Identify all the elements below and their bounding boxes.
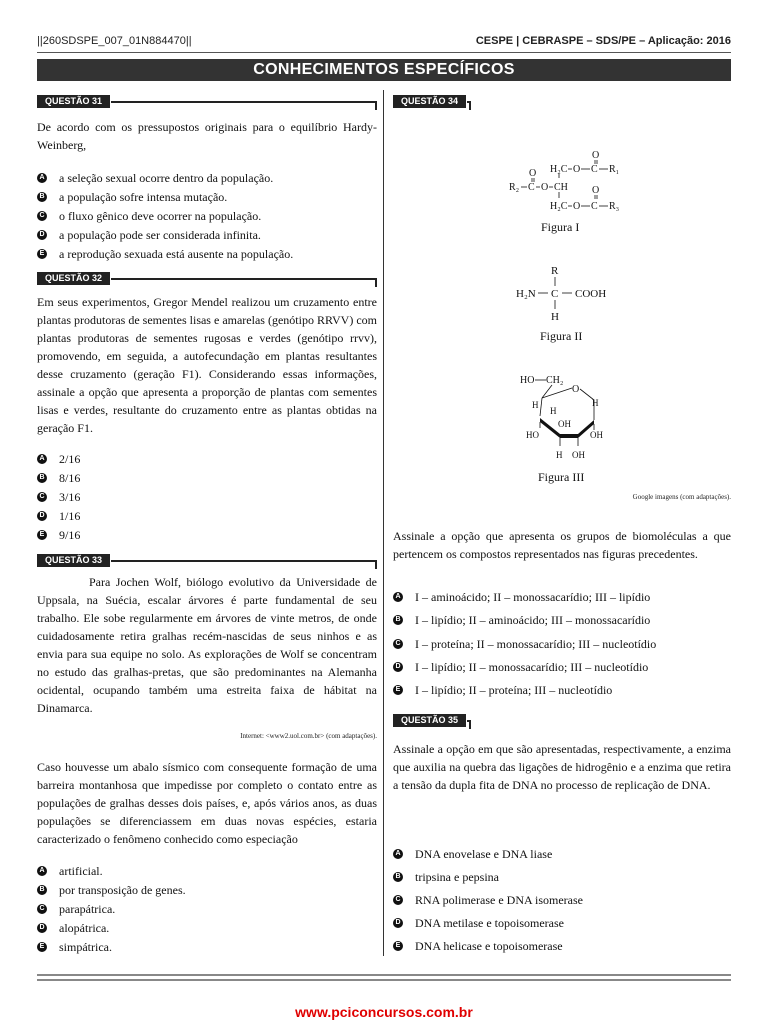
label-rule-end — [375, 101, 377, 110]
option-letter-badge: D — [393, 662, 403, 672]
atom-label: R₁ — [609, 164, 620, 175]
figure-1-structure — [505, 148, 630, 216]
atom-label: CH — [554, 182, 568, 193]
question-33-option-b[interactable] — [37, 882, 186, 898]
question-34-option-e[interactable] — [393, 682, 612, 698]
atom-label: O — [572, 384, 580, 395]
option-letter-badge: A — [393, 849, 403, 859]
option-letter-badge: C — [393, 639, 403, 649]
question-32-option-a[interactable] — [37, 451, 80, 467]
option-letter-badge: A — [37, 173, 47, 183]
option-text: I – lipídio; II – proteína; III – nucleotídio — [415, 683, 613, 697]
question-number: QUESTÃO 35 — [393, 714, 466, 727]
passage-source: Internet: <www2.uol.com.br> (com adaptações). — [240, 732, 377, 740]
question-33-option-a[interactable] — [37, 863, 103, 879]
atom-label: O — [573, 201, 581, 212]
figure-1-caption: Figura I — [541, 220, 580, 234]
question-33-option-e[interactable] — [37, 939, 112, 955]
question-35-option-a[interactable] — [393, 846, 552, 862]
label-rule — [111, 101, 377, 103]
question-31-label — [37, 95, 377, 108]
option-letter-badge: E — [393, 685, 403, 695]
atom-label: C — [591, 164, 598, 175]
atom-label: R₃ — [609, 201, 620, 212]
question-31-stem: De acordo com os pressupostos originais para o equilíbrio Hardy-Weinberg, — [37, 120, 377, 152]
option-letter-badge: B — [37, 473, 47, 483]
option-text: 1/16 — [59, 509, 81, 523]
option-text: 8/16 — [59, 471, 81, 485]
option-letter-badge: D — [37, 230, 47, 240]
question-number: QUESTÃO 31 — [37, 95, 110, 108]
option-text: artificial. — [59, 864, 103, 878]
atom-label: C — [528, 182, 535, 193]
option-text: a seleção sexual ocorre dentro da população. — [59, 171, 274, 185]
option-text: alopátrica. — [59, 921, 110, 935]
question-35-label — [393, 714, 731, 727]
question-32-option-d[interactable] — [37, 508, 80, 524]
option-letter-badge: C — [37, 904, 47, 914]
option-text: RNA polimerase e DNA isomerase — [415, 893, 583, 907]
option-text: I – lipídio; II – monossacarídio; III – nucleotídio — [415, 660, 649, 674]
atom-label: COOH — [575, 288, 607, 300]
option-text: DNA metilase e topoisomerase — [415, 916, 564, 930]
atom-label: H₂C — [550, 164, 568, 175]
atom-label: O — [529, 168, 537, 179]
question-31-option-e[interactable] — [37, 246, 293, 262]
option-text: DNA enovelase e DNA liase — [415, 847, 553, 861]
option-text: 3/16 — [59, 490, 81, 504]
atom-label: H — [550, 406, 557, 416]
exam-title: CESPE | CEBRASPE – SDS/PE – Aplicação: 2016 — [475, 35, 731, 47]
atom-label: H — [551, 311, 559, 323]
figure-2-caption: Figura II — [540, 329, 583, 343]
section-banner: CONHECIMENTOS ESPECÍFICOS — [37, 59, 731, 81]
figure-3-structure — [510, 370, 610, 462]
atom-label: CH₂ — [546, 375, 564, 386]
atom-label: OH — [572, 450, 585, 460]
question-35-option-b[interactable] — [393, 869, 499, 885]
label-rule — [111, 278, 377, 280]
question-31-option-a[interactable] — [37, 170, 273, 186]
question-33-option-d[interactable] — [37, 920, 109, 936]
document-code: ||260SDSPE_007_01N884470|| — [37, 35, 192, 47]
option-letter-badge: E — [393, 941, 403, 951]
website-link[interactable]: www.pciconcursos.com.br — [295, 1004, 473, 1020]
question-35-option-d[interactable] — [393, 915, 564, 931]
option-letter-badge: E — [37, 249, 47, 259]
option-letter-badge: E — [37, 942, 47, 952]
question-33-label — [37, 554, 377, 567]
atom-label: H — [556, 450, 563, 460]
question-33-stem: Caso houvesse um abalo sísmico com consequente formação de uma barreira montanhosa que impedisse por completo o contato entre as populações de gralhas desses dois países, e, após vários anos, as duas populações se diferenciassem em duas novas espécies, estaria caracterizado o fenômeno conhecido como especiação — [37, 760, 377, 846]
header-divider — [37, 52, 731, 53]
label-rule-end — [375, 560, 377, 569]
option-letter-badge: A — [393, 592, 403, 602]
atom-label: R — [551, 265, 559, 277]
option-letter-badge: A — [37, 454, 47, 464]
atom-label: C — [591, 201, 598, 212]
question-33-option-c[interactable] — [37, 901, 115, 917]
atom-label: C — [551, 288, 559, 300]
option-text: a população pode ser considerada infinita. — [59, 228, 261, 242]
option-text: 2/16 — [59, 452, 81, 466]
label-rule-end — [375, 278, 377, 287]
figure-source: Google imagens (com adaptações). — [632, 493, 731, 501]
atom-label: O — [592, 150, 600, 161]
atom-label: HO — [526, 430, 539, 440]
option-letter-badge: D — [393, 918, 403, 928]
label-rule-end — [469, 101, 471, 110]
option-letter-badge: C — [393, 895, 403, 905]
atom-label: HO — [520, 375, 535, 386]
question-35-option-e[interactable] — [393, 938, 563, 954]
question-34-stem: Assinale a opção que apresenta os grupos de biomoléculas a que pertencem os compostos representados nas figuras precedentes. — [393, 529, 731, 561]
question-33-passage: Para Jochen Wolf, biólogo evolutivo da Universidade de Uppsala, na Suécia, escalar árvores é parte fundamental de seu trabalho. Ele sobe regularmente em árvores de vinte metros, de onde cuidadosamente retira gralhas recém-nascidas de seus ninhos e as envia para sua equipe no solo. As explorações de Wolf se concentram no estudo das gralhas-pretas, que são predominantes na Alemanha ocidental, ocupando também uma estreita faixa de hábitat na Dinamarca. — [37, 575, 377, 715]
question-34-option-c[interactable] — [393, 636, 656, 652]
atom-label: O — [573, 164, 581, 175]
atom-label: H — [532, 400, 539, 410]
option-letter-badge: B — [37, 885, 47, 895]
question-32-option-e[interactable] — [37, 527, 80, 543]
atom-label: H₂C — [550, 201, 568, 212]
atom-label: O — [592, 185, 600, 196]
atom-label: H₂N — [516, 288, 536, 300]
question-32-option-c[interactable] — [37, 489, 80, 505]
question-35-stem: Assinale a opção em que são apresentadas, respectivamente, a enzima que auxilia na quebra das ligações de hidrogênio e a enzima que retira a tensão da dupla fita de DNA no processo de replicação de DNA. — [393, 742, 731, 792]
question-31-option-c[interactable] — [37, 208, 261, 224]
bond — [542, 388, 572, 398]
question-number: QUESTÃO 32 — [37, 272, 110, 285]
atom-label: OH — [558, 419, 571, 429]
option-letter-badge: C — [37, 211, 47, 221]
option-text: 9/16 — [59, 528, 81, 542]
option-letter-badge: D — [37, 923, 47, 933]
question-35-option-c[interactable] — [393, 892, 583, 908]
question-32-label — [37, 272, 377, 285]
question-34-option-b[interactable] — [393, 612, 650, 628]
option-letter-badge: B — [37, 192, 47, 202]
atom-label: OH — [590, 430, 603, 440]
option-text: por transposição de genes. — [59, 883, 186, 897]
footer-rule — [37, 979, 731, 981]
question-34-label — [393, 95, 731, 108]
figure-3-caption: Figura III — [538, 470, 585, 484]
question-32-stem: Em seus experimentos, Gregor Mendel realizou um cruzamento entre plantas produtoras de sementes lisas e amarelas (genótipo RRVV) com plantas produtoras de sementes rugosas e verdes (genótipo rrvv), promovendo, em seguida, a autofecundação em plantas resultantes desse cruzamento (geração F1). Considerando essas informações, assinale a opção que apresenta a proporção de plantas com sementes lisas e verdes, resultante do cruzamento entre as plantas obtidas na geração F1. — [37, 295, 377, 435]
column-divider — [383, 90, 384, 956]
footer-rule — [37, 974, 731, 976]
atom-label: O — [541, 182, 549, 193]
option-text: DNA helicase e topoisomerase — [415, 939, 563, 953]
option-text: a população sofre intensa mutação. — [59, 190, 228, 204]
label-rule — [111, 560, 377, 562]
option-text: tripsina e pepsina — [415, 870, 499, 884]
figure-2-structure — [510, 262, 620, 324]
option-letter-badge: A — [37, 866, 47, 876]
option-text: a reprodução sexuada está ausente na população. — [59, 247, 294, 261]
question-31-option-d[interactable] — [37, 227, 261, 243]
bond — [540, 398, 542, 416]
question-31-option-b[interactable] — [37, 189, 227, 205]
question-number: QUESTÃO 34 — [393, 95, 466, 108]
option-text: o fluxo gênico deve ocorrer na população. — [59, 209, 262, 223]
option-letter-badge: B — [393, 615, 403, 625]
question-number: QUESTÃO 33 — [37, 554, 110, 567]
option-text: simpátrica. — [59, 940, 112, 954]
option-text: I – lipídio; II – aminoácido; III – monossacarídio — [415, 613, 651, 627]
atom-label: R₂ — [509, 182, 520, 193]
option-letter-badge: D — [37, 511, 47, 521]
question-34-option-d[interactable] — [393, 659, 648, 675]
option-text: I – proteína; II – monossacarídio; III – nucleotídio — [415, 637, 657, 651]
label-rule-end — [469, 720, 471, 729]
question-34-option-a[interactable] — [393, 589, 650, 605]
option-letter-badge: B — [393, 872, 403, 882]
option-text: I – aminoácido; II – monossacarídio; III – lipídio — [415, 590, 651, 604]
atom-label: H — [592, 398, 599, 408]
option-letter-badge: E — [37, 530, 47, 540]
option-letter-badge: C — [37, 492, 47, 502]
option-text: parapátrica. — [59, 902, 116, 916]
question-32-option-b[interactable] — [37, 470, 80, 486]
